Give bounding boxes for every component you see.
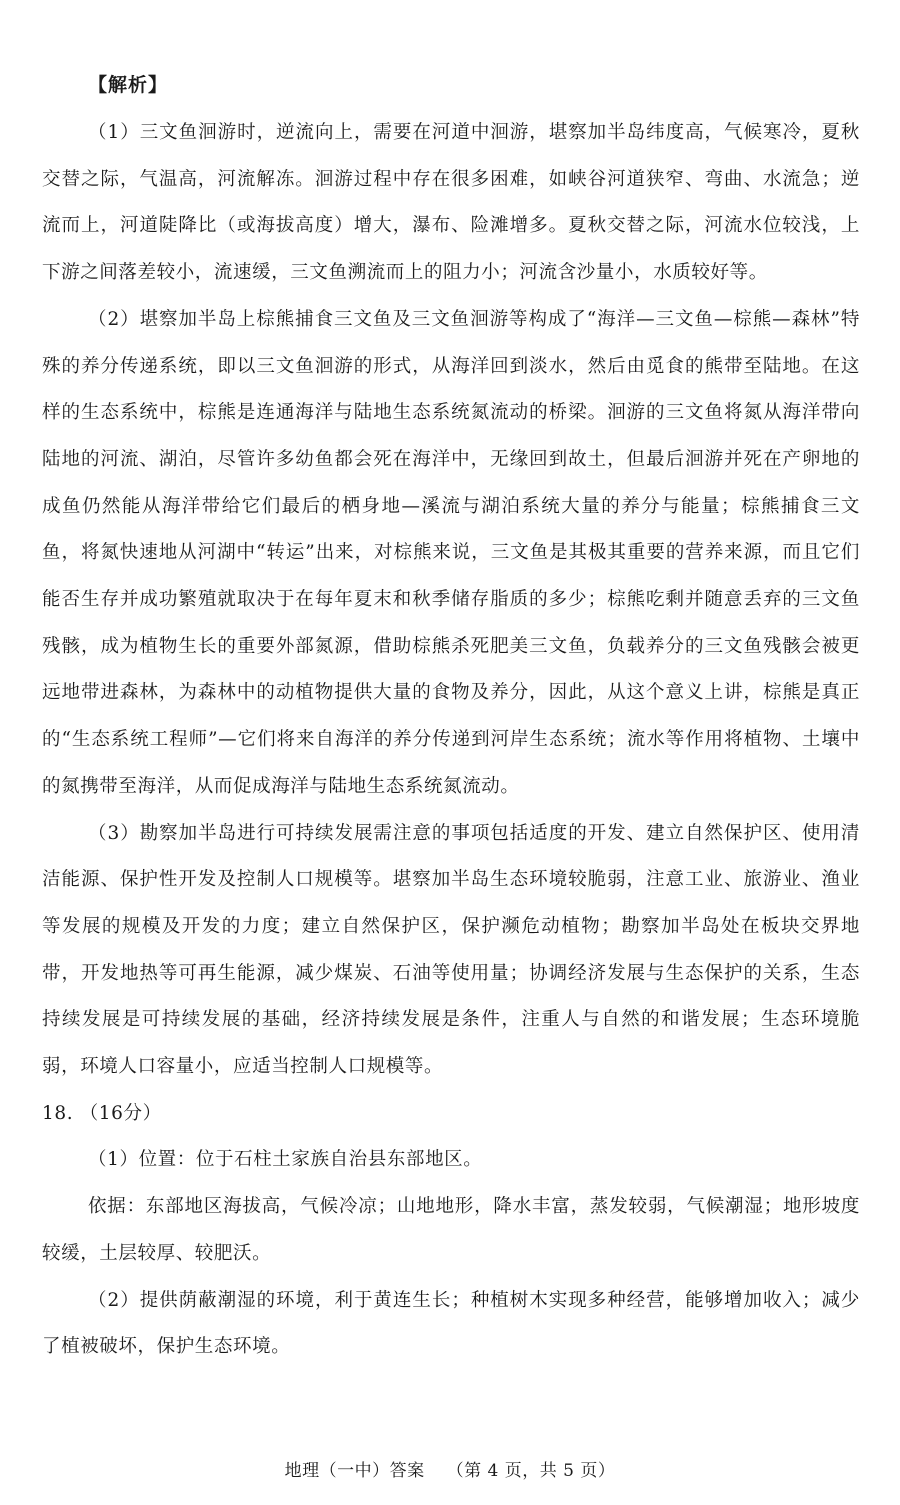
q18-part1-basis: 依据：东部地区海拔高，气候冷凉；山地地形，降水丰富，蒸发较弱，气候潮湿；地形坡度较缓，土层较厚、较肥沃。 xyxy=(42,1196,860,1264)
q18-part2: （2）提供荫蔽潮湿的环境，利于黄连生长；种植树木实现多种经营，能够增加收入；减少了植被破坏，保护生态环境。 xyxy=(42,1289,860,1358)
section-heading: 【解析】 xyxy=(88,74,169,96)
paragraph-q2: （2）堪察加半岛上棕熊捕食三文鱼及三文鱼洄游等构成了“海洋—三文鱼—棕熊—森林”特殊的养分传递系统，即以三文鱼洄游的形式，从海洋回到淡水，然后由觅食的熊带至陆地。在这样的生态系统中，棕熊是连通海洋与陆地生态系统氮流动的桥梁。洄游的三文鱼将氮从海洋带向陆地的河流、湖泊，尽管许多幼鱼都会死在海洋中，无缘回到故土，但最后洄游并死在产卵地的成鱼仍然能从海洋带给它们最后的栖身地—溪流与湖泊系统大量的养分与能量；棕熊捕食三文鱼，将氮快速地从河湖中“转运”出来，对棕熊来说，三文鱼是其极其重要的营养来源，而且它们能否生存并成功繁殖就取决于在每年夏末和秋季储存脂质的多少；棕熊吃剩并随意丢弃的三文鱼残骸，成为植物生长的重要外部氮源，借助棕熊杀死肥美三文鱼，负载养分的三文鱼残骸会被更远地带进森林，为森林中的动植物提供大量的食物及养分，因此，从这个意义上讲，棕熊是真正的“生态系统工程师”—它们将来自海洋的养分传递到河岸生态系统；流水等作用将植物、土壤中的氮携带至海洋，从而促成海洋与陆地生态系统氮流动。 xyxy=(42,308,860,797)
page-footer xyxy=(0,1456,900,1481)
footer-subject: 地理（一中）答案 xyxy=(284,1461,425,1481)
paragraph-q1: （1）三文鱼洄游时，逆流向上，需要在河道中洄游，堪察加半岛纬度高，气候寒冷，夏秋交替之际，气温高，河流解冻。洄游过程中存在很多困难，如峡谷河道狭窄、弯曲、水流急；逆流而上，河道陡降比（或海拔高度）增大，瀑布、险滩增多。夏秋交替之际，河流水位较浅，上下游之间落差较小，流速缓，三文鱼溯流而上的阻力小；河流含沙量小，水质较好等。 xyxy=(42,122,860,284)
paragraph-q3: （3）勘察加半岛进行可持续发展需注意的事项包括适度的开发、建立自然保护区、使用清洁能源、保护性开发及控制人口规模等。堪察加半岛生态环境较脆弱，注意工业、旅游业、渔业等发展的规模及开发的力度；建立自然保护区，保护濒危动植物；勘察加半岛处在板块交界地带，开发地热等可再生能源，减少煤炭、石油等使用量；协调经济发展与生态保护的关系，生态持续发展是可持续发展的基础，经济持续发展是条件，注重人与自然的和谐发展；生态环境脆弱，环境人口容量小，应适当控制人口规模等。 xyxy=(42,822,860,1078)
question-18-header: 18. （16分） xyxy=(42,1102,162,1124)
footer-page-info: （第 4 页，共 5 页） xyxy=(446,1461,616,1481)
answer-content xyxy=(42,110,860,1371)
q18-part1-location: （1）位置：位于石柱土家族自治县东部地区。 xyxy=(88,1149,483,1171)
